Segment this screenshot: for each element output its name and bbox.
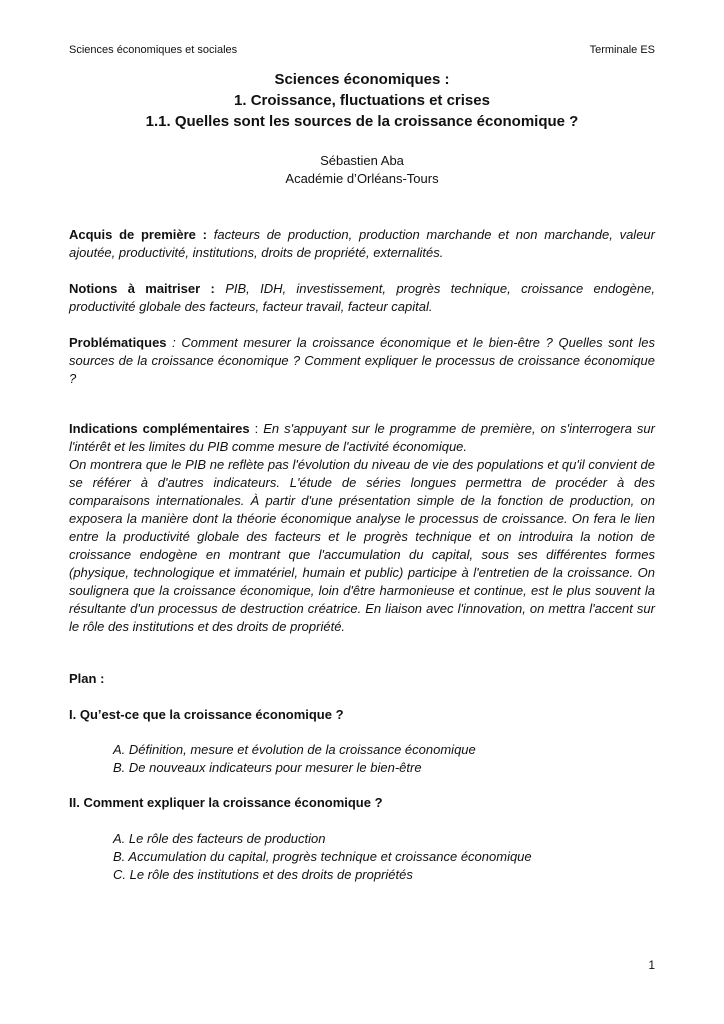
notions-text: PIB, IDH, investissement, progrès technique, croissance endogène, productivité globale des facteurs, facteur travail, facteur capital. <box>69 281 655 314</box>
plan-part-heading: II. Comment expliquer la croissance économique ? <box>69 795 383 810</box>
title-line-1: Sciences économiques : <box>274 71 450 88</box>
indications-paragraph <box>69 420 655 636</box>
author-block <box>40 152 684 188</box>
header-class: Terminale ES <box>589 44 655 56</box>
problematiques-text: : Comment mesurer la croissance économique et le bien-être ? Quelles sont les sources de la croissance économique ? Comment expliquer le processus de croissance économique ? <box>69 335 655 386</box>
indications-label: Indications complémentaires <box>69 421 250 436</box>
indications-text-1: En s'appuyant sur le programme de première, on s'interrogera sur l'intérêt et les limites du PIB comme mesure de l'activité économique. <box>69 421 655 454</box>
plan-title: Plan : <box>69 671 105 686</box>
acquis-text: facteurs de production, production marchande et non marchande, valeur ajoutée, productivité, institutions, droits de propriété, externalités. <box>69 227 655 260</box>
author-institution: Académie d’Orléans-Tours <box>285 171 439 186</box>
acquis-label: Acquis de première : <box>69 227 207 242</box>
plan-item: B. Accumulation du capital, progrès technique et croissance économique <box>113 849 532 864</box>
running-header <box>69 44 655 56</box>
title-line-2: 1. Croissance, fluctuations et crises <box>234 92 490 109</box>
problematiques-paragraph <box>69 334 655 388</box>
author-name: Sébastien Aba <box>320 153 404 168</box>
notions-label: Notions à maitriser : <box>69 281 215 296</box>
indications-separator: : <box>249 421 264 436</box>
plan-item: A. Le rôle des facteurs de production <box>113 831 326 846</box>
plan-part-list <box>113 830 532 884</box>
notions-paragraph <box>69 280 655 316</box>
acquis-paragraph <box>69 226 655 262</box>
plan-item: A. Définition, mesure et évolution de la croissance économique <box>113 742 476 757</box>
title-line-3: 1.1. Quelles sont les sources de la croissance économique ? <box>145 113 579 130</box>
document-title <box>40 69 684 132</box>
indications-text-2: On montrera que le PIB ne reflète pas l'évolution du niveau de vie des populations et qu'il convient de se référer à d'autres indicateurs. L'étude de séries longues permettra de procéder à des comparaisons internationales. À partir d'une présentation simple de la fonction de production, on exposera la manière dont la théorie économique analyse le processus de croissance. On fera le lien entre la productivité globale des facteurs et le progrès technique et on introduira la notion de croissance endogène en montrant que l'accumulation du capital, sous ses différentes formes (physique, technologique et immatériel, humain et public) participe à l'entretien de la croissance. On soulignera que la croissance économique, loin d'être harmonieuse et continue, est le plus souvent la résultante d'un processus de destruction créatrice. En liaison avec l'innovation, on mettra l'accent sur le rôle des institutions et des droits de propriété. <box>69 457 655 634</box>
plan-part-list <box>113 741 476 777</box>
plan-item: B. De nouveaux indicateurs pour mesurer le bien-être <box>113 760 422 775</box>
header-subject: Sciences économiques et sociales <box>69 44 238 56</box>
problematiques-label: Problématiques <box>69 335 167 350</box>
plan-item: C. Le rôle des institutions et des droits de propriétés <box>113 867 413 882</box>
page-number: 1 <box>648 958 655 972</box>
plan-part-heading: I. Qu’est-ce que la croissance économique ? <box>69 707 344 722</box>
